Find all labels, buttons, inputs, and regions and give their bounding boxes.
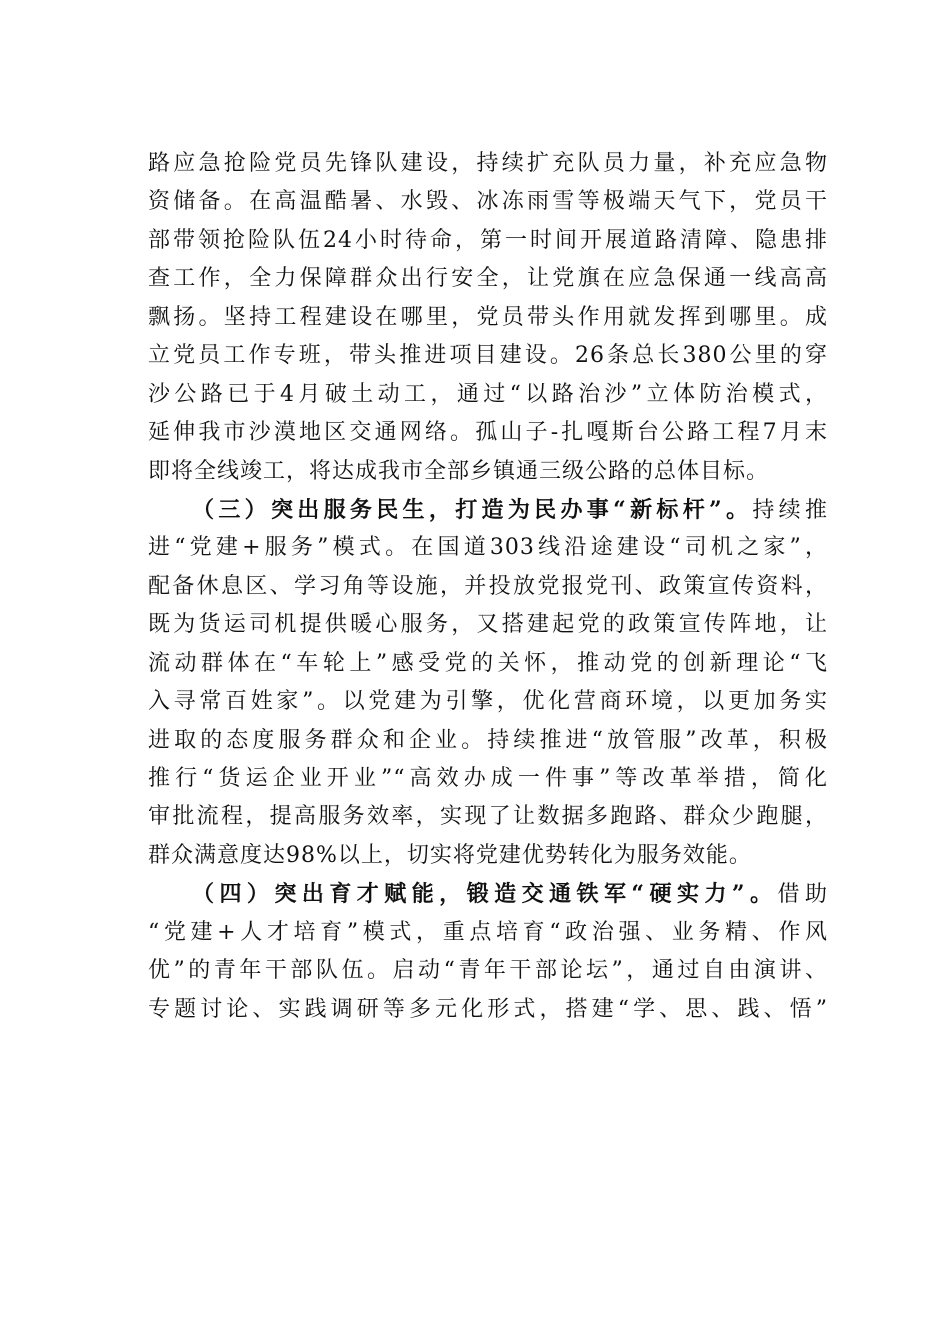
- text-line: 部带领抢险队伍24小时待命，第一时间开展道路清障、隐患排: [148, 227, 828, 253]
- document-body: [148, 145, 828, 1029]
- section-heading: （四）突出育才赋能，锻造交通铁军“硬实力”。: [192, 881, 778, 908]
- text-run: 借助: [777, 882, 828, 908]
- text-line: 即将全线竣工，将达成我市全部乡镇通三级公路的总体目标。: [148, 458, 770, 484]
- text-line: 沙公路已于4月破土动工，通过“以路治沙”立体防治模式，: [148, 381, 828, 407]
- text-line: 飘扬。坚持工程建设在哪里，党员带头作用就发挥到哪里。成: [148, 304, 828, 330]
- paragraph-first-line: [148, 491, 828, 529]
- paragraph-first-line: [148, 875, 828, 913]
- paragraph-service-livelihood: [148, 491, 828, 875]
- text-line: 既为货运司机提供暖心服务，又搭建起党的政策宣传阵地，让: [148, 612, 828, 638]
- text-line: “党建+人才培育”模式，重点培育“政治强、业务精、作风: [148, 919, 828, 945]
- text-run: 持续推: [752, 497, 828, 523]
- paragraph-emergency-rescue: [148, 145, 828, 491]
- text-line: 进“党建+服务”模式。在国道303线沿途建设“司机之家”，: [148, 535, 828, 561]
- text-line: 配备休息区、学习角等设施，并投放党报党刊、政策宣传资料，: [148, 573, 828, 599]
- text-line: 延伸我市沙漠地区交通网络。孤山子-扎嘎斯台公路工程7月末: [148, 420, 828, 446]
- paragraph-talent-cultivation: [148, 875, 828, 1029]
- text-line: 查工作，全力保障群众出行安全，让党旗在应急保通一线高高: [148, 266, 828, 292]
- text-line: 优”的青年干部队伍。启动“青年干部论坛”，通过自由演讲、: [148, 958, 828, 984]
- text-line: 资储备。在高温酷暑、水毁、冰冻雨雪等极端天气下，党员干: [148, 189, 828, 215]
- text-line: 推行“货运企业开业”“高效办成一件事”等改革举措，简化: [148, 766, 828, 791]
- text-line: 群众满意度达98%以上，切实将党建优势转化为服务效能。: [148, 842, 752, 868]
- text-line: 立党员工作专班，带头推进项目建设。26条总长380公里的穿: [148, 343, 828, 369]
- section-heading: （三）突出服务民生，打造为民办事“新标杆”。: [192, 496, 753, 523]
- text-line: 入寻常百姓家”。以党建为引擎，优化营商环境，以更加务实: [148, 689, 828, 715]
- text-line: 进取的态度服务群众和企业。持续推进“放管服”改革，积极: [148, 727, 828, 753]
- text-line: 审批流程，提高服务效率，实现了让数据多跑路、群众少跑腿，: [148, 804, 828, 830]
- text-line: 路应急抢险党员先锋队建设，持续扩充队员力量，补充应急物: [148, 151, 828, 176]
- text-line: 专题讨论、实践调研等多元化形式，搭建“学、思、践、悟”: [148, 996, 828, 1022]
- text-line: 流动群体在“车轮上”感受党的关怀，推动党的创新理论“飞: [148, 650, 828, 676]
